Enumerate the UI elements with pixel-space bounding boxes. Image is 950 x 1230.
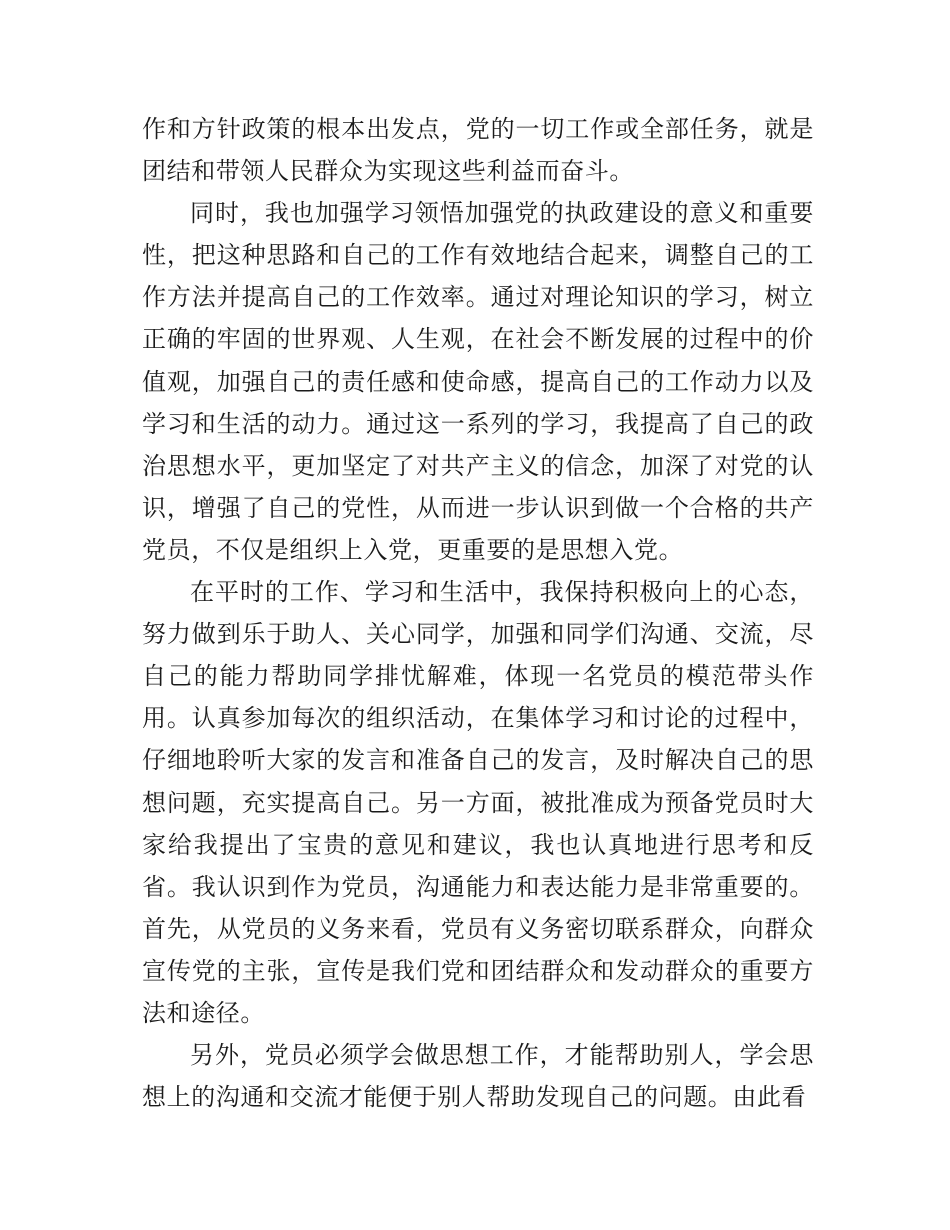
paragraph-continued: 作和方针政策的根本出发点，党的一切工作或全部任务，就是团结和带领人民群众为实现这些利益而奋斗。: [142, 115, 814, 186]
paragraph-ideological-work: 另外，党员必须学会做思想工作，才能帮助别人，学会思想上的沟通和交流才能便于别人帮助发现自己的问题。由此看: [142, 1041, 814, 1112]
document-page: [142, 108, 814, 1118]
paragraph-study-reflection: 同时，我也加强学习领悟加强党的执政建设的意义和重要性，把这种思路和自己的工作有效地结合起来，调整自己的工作方法并提高自己的工作效率。通过对理论知识的学习，树立正确的牢固的世界观、人生观，在社会不断发展的过程中的价值观，加强自己的责任感和使命感，提高自己的工作动力以及学习和生活的动力。通过这一系列的学习，我提高了自己的政治思想水平，更加坚定了对共产主义的信念，加深了对党的认识，增强了自己的党性，从而进一步认识到做一个合格的共产党员，不仅是组织上入党，更重要的是思想入党。: [142, 199, 814, 564]
paragraph-daily-conduct: 在平时的工作、学习和生活中，我保持积极向上的心态，努力做到乐于助人、关心同学，加强和同学们沟通、交流，尽自己的能力帮助同学排忧解难，体现一名党员的模范带头作用。认真参加每次的组织活动，在集体学习和讨论的过程中，仔细地聆听大家的发言和准备自己的发言，及时解决自己的思想问题，充实提高自己。另一方面，被批准成为预备党员时大家给我提出了宝贵的意见和建议，我也认真地进行思考和反省。我认识到作为党员，沟通能力和表达能力是非常重要的。首先，从党员的义务来看，党员有义务密切联系群众，向群众宣传党的主张，宣传是我们党和团结群众和发动群众的重要方法和途径。: [142, 578, 814, 1027]
